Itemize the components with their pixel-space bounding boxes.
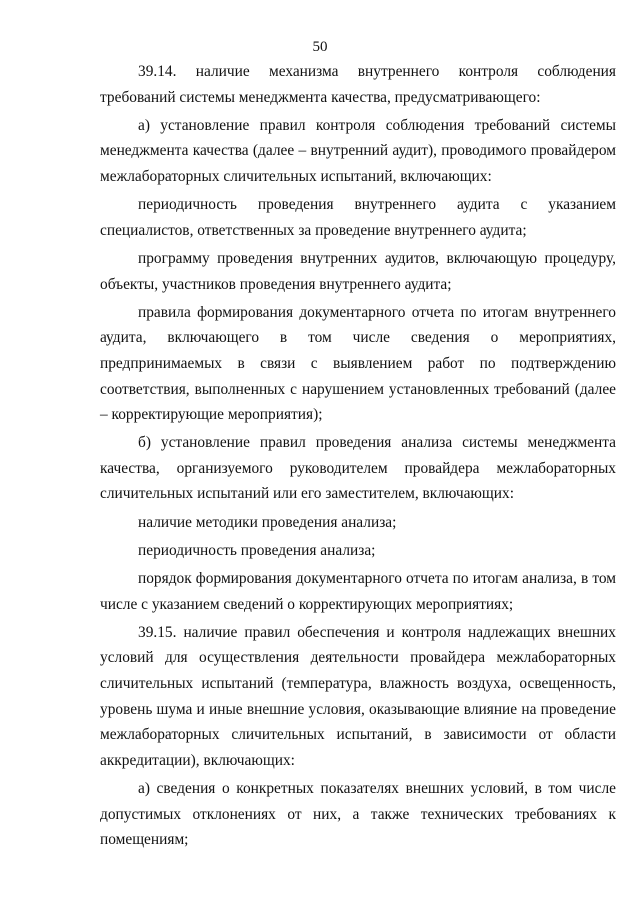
paragraph-39-14: 39.14. наличие механизма внутреннего контроля соблюдения требований системы менеджмента качества, предусматривающего: [100, 63, 616, 106]
paragraph-audit-program: программу проведения внутренних аудитов, включающую процедуру, объекты, участников проведения внутреннего аудита; [100, 249, 616, 293]
paragraph-item-a-audit-rules: а) установление правил контроля соблюдения требований системы менеджмента качества (далее – внутренний аудит), проводимого провайдером межлабораторных сличительных испытаний, включающих: [100, 116, 616, 185]
paragraph-analysis-method: наличие методики проведения анализа; [138, 513, 397, 531]
paragraph-audit-report-rules: правила формирования документарного отчета по итогам внутреннего аудита, включающего в том числе сведения о мероприятиях, предпринимаемых в связи с выявлением работ по подтверждению соответствия, выполненных с нарушением установленных требований (далее – корректирующие мероприятия); [100, 303, 616, 424]
document-body [100, 59, 616, 855]
paragraph-analysis-report: порядок формирования документарного отчета по итогам анализа, в том числе с указанием сведений о корректирующих мероприятиях; [100, 570, 616, 613]
paragraph-item-a-conditions: а) сведения о конкретных показателях внешних условий, в том числе допустимых отклонениях от них, а также технических требованиях к помещениям; [100, 779, 616, 849]
paragraph-audit-periodicity: периодичность проведения внутреннего аудита с указанием специалистов, ответственных за проведение внутреннего аудита; [100, 196, 616, 239]
paragraph-item-b-analysis-rules: б) установление правил проведения анализа системы менеджмента качества, организуемого руководителем провайдера межлабораторных сличительных испытаний или его заместителем, включающих: [100, 434, 616, 503]
paragraph-39-15: 39.15. наличие правил обеспечения и контроля надлежащих внешних условий для осуществления деятельности провайдера межлабораторных сличительных испытаний (температура, влажность воздуха, освещенность, уровень шума и иные внешние условия, оказывающие влияние на проведение межлабораторных сличительных испытаний, в зависимости от области аккредитации), включающих: [100, 623, 616, 769]
page-number: 50 [312, 39, 328, 55]
paragraph-analysis-periodicity: периодичность проведения анализа; [138, 541, 376, 559]
